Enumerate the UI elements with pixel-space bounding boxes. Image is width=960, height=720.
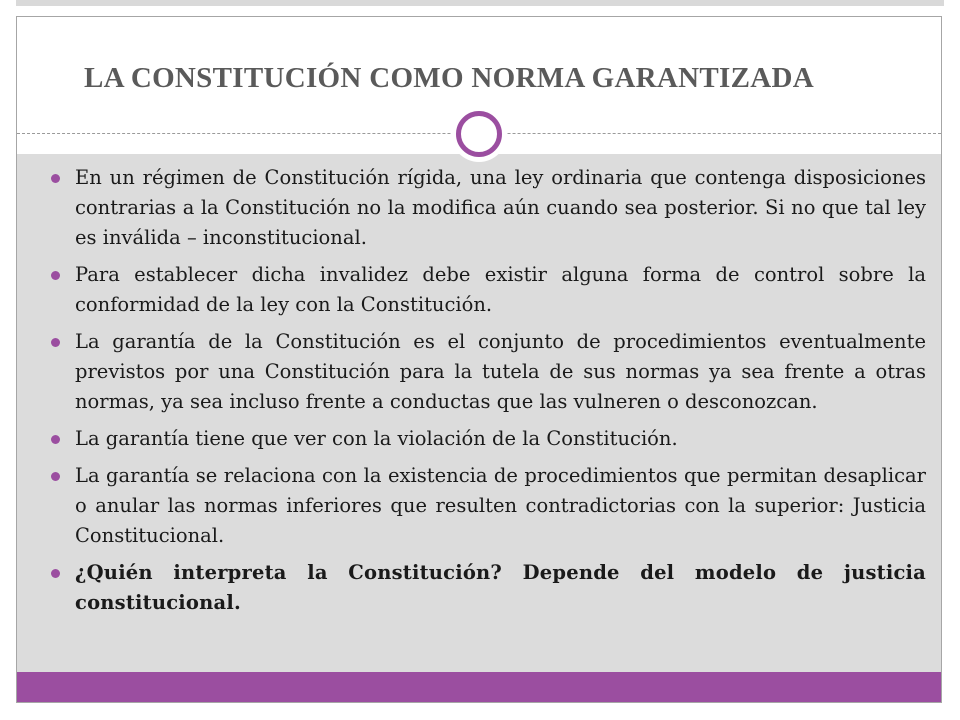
bottom-accent-bar bbox=[17, 672, 941, 702]
bullet-item bbox=[48, 260, 926, 320]
bullet-item bbox=[48, 327, 926, 417]
bullet-dot-icon bbox=[51, 338, 60, 347]
bullet-text: La garantía se relaciona con la existencia de procedimientos que permitan desaplicar o anular las normas inferiores que resulten contradictorias con la superior: Justicia Constitucional. bbox=[75, 464, 926, 547]
bullet-item bbox=[48, 424, 926, 454]
top-band bbox=[16, 0, 944, 6]
bullet-item-emphasis bbox=[48, 558, 926, 618]
bullet-dot-icon bbox=[51, 435, 60, 444]
bullet-item bbox=[48, 163, 926, 253]
bullet-dot-icon bbox=[51, 472, 60, 481]
bullet-text: En un régimen de Constitución rígida, una ley ordinaria que contenga disposiciones contrarias a la Constitución no la modifica aún cuando sea posterior. Si no que tal ley es inválida – inconstitucional. bbox=[75, 166, 926, 249]
bullet-text: Para establecer dicha invalidez debe existir alguna forma de control sobre la conformidad de la ley con la Constitución. bbox=[75, 263, 926, 316]
bullet-text-emphasis: ¿Quién interpreta la Constitución? Depende del modelo de justicia constitucional. bbox=[75, 561, 926, 614]
bullet-dot-icon bbox=[51, 569, 60, 578]
bullet-text: La garantía de la Constitución es el conjunto de procedimientos eventualmente previstos por una Constitución para la tutela de sus normas ya sea frente a otras normas, ya sea incluso frente a conductas que las vulneren o desconozcan. bbox=[75, 330, 926, 413]
circle-ornament-icon bbox=[451, 106, 507, 162]
bullet-list bbox=[48, 163, 926, 625]
slide-title: LA CONSTITUCIÓN COMO NORMA GARANTIZADA bbox=[84, 62, 815, 94]
bullet-dot-icon bbox=[51, 174, 60, 183]
bullet-dot-icon bbox=[51, 271, 60, 280]
bullet-item bbox=[48, 461, 926, 551]
ring-icon bbox=[456, 111, 502, 157]
bullet-text: La garantía tiene que ver con la violación de la Constitución. bbox=[75, 427, 678, 450]
